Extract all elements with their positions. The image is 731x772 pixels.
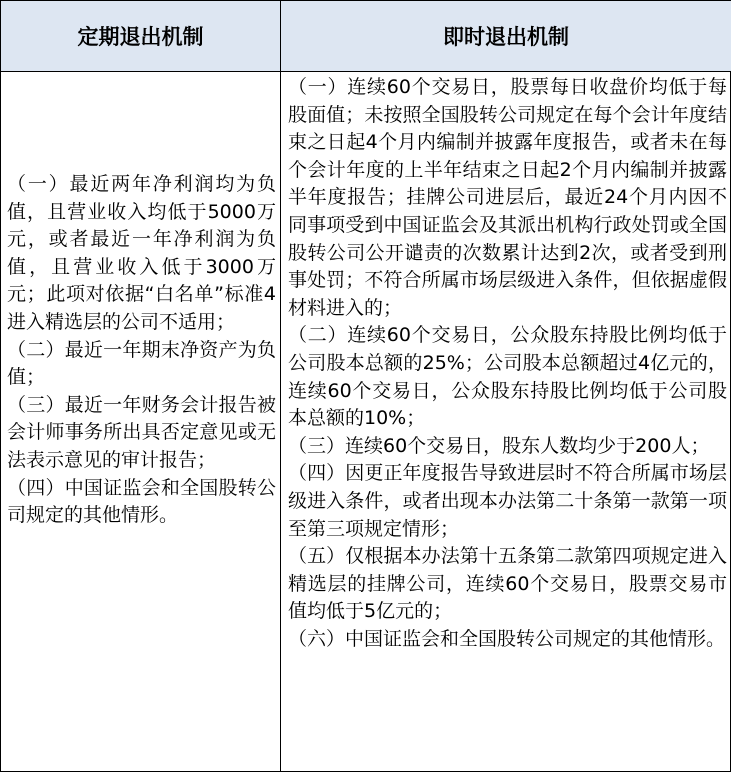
immediate-item-5: （五）仅根据本办法第十五条第二款第四项规定进入精选层的挂牌公司，连续60个交易日，股票交易市值均低于5亿元的； [288,545,727,623]
immediate-item-6: （六）中国证监会和全国股转公司规定的其他情形。 [288,627,726,650]
immediate-item-4: （四）因更正年度报告导致进层时不符合所属市场层级进入条件，或者出现本办法第二十条第一款第一项至第三项规定情形； [288,462,727,540]
immediate-item-2: （二）连续60个交易日，公众股东持股比例均低于公司股本总额的25%；公司股本总额超过4亿元的，连续60个交易日，公众股东持股比例均低于公司股本总额的10%； [288,324,727,430]
periodic-item-3: （三）最近一年财务会计报告被会计师事务所出具否定意见或无法表示意见的审计报告； [7,393,276,471]
immediate-exit-cell [281,72,731,771]
periodic-item-1: （一）最近两年净利润均为负值，且营业收入均低于5000万元，或者最近一年净利润为负值，且营业收入低于3000万元；此项对依据“白名单”标准4进入精选层的公司不适用； [7,173,276,333]
periodic-item-4: （四）中国证监会和全国股转公司规定的其他情形。 [7,476,276,527]
header-periodic-exit: 定期退出机制 [1,1,281,72]
periodic-exit-cell [1,72,281,771]
header-immediate-exit: 即时退出机制 [281,1,731,72]
immediate-item-1: （一）连续60个交易日，股票每日收盘价均低于每股面值；未按照全国股转公司规定在每个会计年度结束之日起4个月内编制并披露年度报告，或者未在每个会计年度的上半年结束之日起2个月内编制并披露半年度报告；挂牌公司进层后，最近24个月内因不同事项受到中国证监会及其派出机构行政处罚或全国股转公司公开谴责的次数累计达到2次，或者受到刑事处罚；不符合所属市场层级进入条件，但依据虚假材料进入的； [288,76,727,319]
periodic-item-2: （二）最近一年期末净资产为负值； [7,338,276,389]
immediate-item-3: （三）连续60个交易日，股东人数均少于200人； [288,434,710,457]
